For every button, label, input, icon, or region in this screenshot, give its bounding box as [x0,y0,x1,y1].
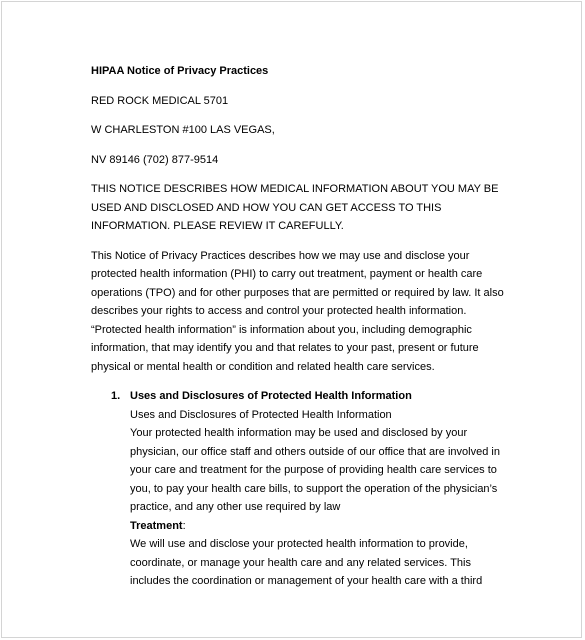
section-body-line: Your protected health information may be used and disclosed by your [130,427,468,439]
notice-line: INFORMATION. PLEASE REVIEW IT CAREFULLY. [91,220,344,232]
intro-paragraph [91,247,504,377]
section-body-line: you, to pay your health care bills, to support the operation of the physician’s [130,482,498,495]
section-body-line: practice, and any other use required by law [130,501,341,513]
intro-line: “Protected health information” is information about you, including demographic [91,323,472,336]
address-line-3: NV 89146 (702) 877-9514 [91,153,219,166]
section-body-line: your care and treatment for the purpose of providing health care services to [130,464,497,476]
document-title: HIPAA Notice of Privacy Practices [91,65,269,77]
treatment-body-line: coordinate, or manage your health care and any related services. This [130,556,471,569]
section-heading: Uses and Disclosures of Protected Health Information [130,390,412,402]
intro-line: describes your rights to access and control your protected health information. [91,305,467,317]
intro-line: protected health information (PHI) to carry out treatment, payment or health care [91,268,483,280]
notice-line: USED AND DISCLOSED AND HOW YOU CAN GET ACCESS TO THIS [91,201,442,214]
intro-line: This Notice of Privacy Practices describes how we may use and disclose your [91,249,470,262]
treatment-colon: : [182,519,186,532]
treatment-heading [130,517,501,536]
section-subheading: Uses and Disclosures of Protected Health Information [130,408,392,421]
document-content [91,62,504,591]
treatment-body-line: We will use and disclose your protected health information to provide, [130,538,468,550]
notice-line: THIS NOTICE DESCRIBES HOW MEDICAL INFORMATION ABOUT YOU MAY BE [91,183,499,195]
address-line-1: RED ROCK MEDICAL 5701 [91,94,229,107]
intro-line: information, that may identify you and that relates to your past, present or future [91,342,479,354]
section-body-line: physician, our office staff and others outside of our office that are involved in [130,445,500,458]
address-line-2: W CHARLESTON #100 LAS VEGAS, [91,124,275,136]
treatment-body-line: includes the coordination or management of your health care with a third [130,575,483,587]
treatment-label: Treatment [130,519,183,532]
document-page [1,1,582,638]
intro-line: operations (TPO) and for other purposes that are permitted or required by law. It also [91,286,504,299]
intro-line: physical or mental health or condition and related health care services. [91,360,435,373]
notice-paragraph [91,180,501,236]
list-item-uses-disclosures [91,387,501,591]
list-item-number: 1. [111,390,121,402]
numbered-list [91,387,501,591]
